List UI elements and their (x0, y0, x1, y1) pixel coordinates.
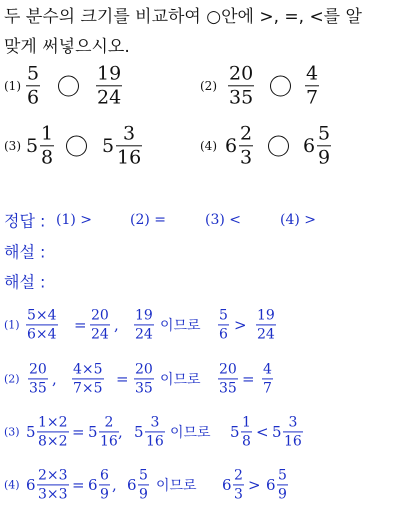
problem-2-left-fraction: 20 35 (229, 62, 254, 109)
problem-1-label: (1) (4, 79, 21, 93)
solution-4-fraction-d: 2 3 (234, 467, 243, 503)
solution-3-label: (3) (4, 425, 20, 439)
solution-3-therefore: 이므로 (170, 425, 211, 441)
solution-1-fraction-a: 5×4 6×4 (27, 307, 57, 343)
solution-4-whole-b: 6 (88, 476, 98, 494)
answer-item-3: (3) < (205, 212, 242, 228)
solution-3-whole-e: 5 (272, 423, 282, 441)
solution-3-whole-a: 5 (26, 423, 36, 441)
solution-3-comparison: < (256, 423, 269, 441)
solution-4-fraction-b: 6 9 (100, 467, 109, 503)
solution-4-comparison: > (248, 476, 261, 494)
solution-2-fraction-e: 4 7 (263, 361, 272, 397)
solution-2-fraction-d: 20 35 (219, 361, 237, 397)
solution-2-equals: = (116, 370, 129, 388)
solution-3-fraction-e: 3 16 (284, 414, 302, 450)
solution-1-equals: = (74, 316, 87, 334)
solution-1-therefore: 이므로 (160, 318, 201, 334)
solution-4-equals: = (72, 476, 85, 494)
solution-1-comparison: > (234, 316, 247, 334)
problem-1-right-fraction: 19 24 (97, 62, 122, 109)
answer-circle-4[interactable] (268, 136, 289, 157)
solution-3-fraction-a: 1×2 8×2 (38, 414, 68, 450)
solution-1-fraction-b: 20 24 (91, 307, 109, 343)
solution-4-therefore: 이므로 (156, 478, 197, 494)
answer-circle-1[interactable] (58, 76, 79, 97)
solution-3-whole-b: 5 (88, 423, 98, 441)
solution-2-fraction-a: 20 35 (29, 361, 47, 397)
problem-3-left-whole: 5 (26, 135, 39, 157)
problem-2-right-fraction: 4 7 (306, 62, 319, 109)
answer-circle-2[interactable] (270, 76, 291, 97)
solution-3-whole-c: 5 (134, 423, 144, 441)
solution-3-whole-d: 5 (230, 423, 240, 441)
problem-4-left-fraction: 2 3 (240, 122, 253, 169)
solution-4-fraction-c: 5 9 (139, 467, 148, 503)
solution-3-fraction-b: 2 16 (100, 414, 118, 450)
solution-2-comparison: = (242, 370, 255, 388)
problem-4-left-whole: 6 (225, 135, 238, 157)
solution-3-equals: = (72, 423, 85, 441)
solution-1-fraction-e: 19 24 (257, 307, 275, 343)
answer-item-2: (2) = (130, 212, 167, 228)
solution-4-whole-c: 6 (127, 476, 137, 494)
explanation-label-1: 해설 : (4, 242, 46, 262)
solution-4-comma: , (112, 476, 117, 494)
solution-2-label: (2) (4, 372, 20, 386)
explanation-label-2: 해설 : (4, 272, 46, 292)
problem-4-right-whole: 6 (303, 135, 316, 157)
solution-3-fraction-c: 3 16 (146, 414, 164, 450)
answer-item-4: (4) > (280, 212, 317, 228)
solution-4-fraction-e: 5 9 (278, 467, 287, 503)
solution-2-comma: , (52, 370, 57, 388)
problem-2-label: (2) (200, 79, 217, 93)
problem-3-label: (3) (4, 139, 21, 153)
solution-1-fraction-c: 19 24 (135, 307, 153, 343)
question-line-1: 두 분수의 크기를 비교하여 ○안에 >, =, <를 알 (4, 7, 362, 27)
solution-4-whole-d: 6 (222, 476, 232, 494)
solution-4-whole-e: 6 (266, 476, 276, 494)
question-line-2: 맞게 써넣으시오. (4, 37, 130, 57)
solution-4-label: (4) (4, 478, 20, 492)
problem-3-left-fraction: 1 8 (41, 122, 54, 169)
answer-circle-3[interactable] (66, 136, 87, 157)
solution-4-fraction-a: 2×3 3×3 (38, 467, 68, 503)
solution-1-label: (1) (4, 318, 20, 332)
problem-4-right-fraction: 5 9 (318, 122, 331, 169)
solution-2-fraction-b: 4×5 7×5 (73, 361, 103, 397)
answer-label: 정답 : (4, 211, 46, 231)
solution-3-comma: , (118, 423, 123, 441)
solution-1-fraction-d: 5 6 (219, 307, 228, 343)
answer-item-1: (1) > (56, 212, 93, 228)
solution-2-fraction-c: 20 35 (135, 361, 153, 397)
solution-3-fraction-d: 1 8 (242, 414, 251, 450)
problem-3-right-fraction: 3 16 (117, 122, 142, 169)
solution-4-whole-a: 6 (26, 476, 36, 494)
problem-1-left-fraction: 5 6 (27, 62, 40, 109)
solution-2-therefore: 이므로 (160, 372, 201, 388)
problem-4-label: (4) (200, 139, 217, 153)
problem-3-right-whole: 5 (102, 135, 115, 157)
solution-1-comma: , (114, 316, 119, 334)
